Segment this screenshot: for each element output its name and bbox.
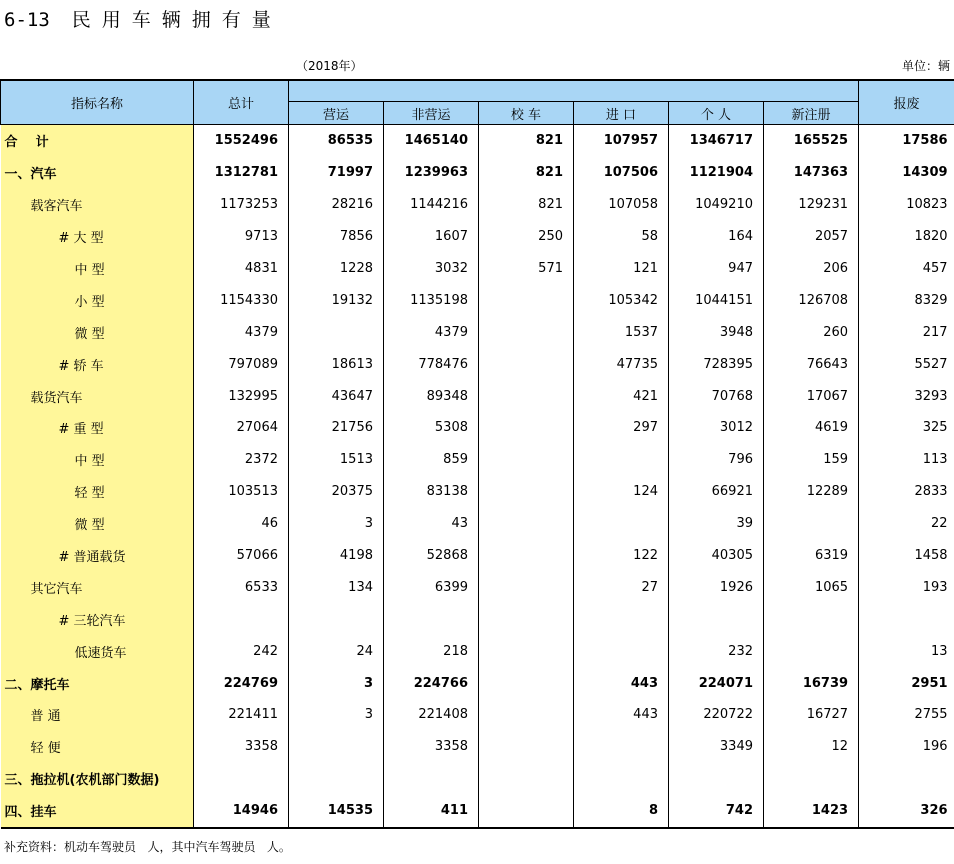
- cell-value: 1820: [859, 221, 954, 253]
- cell-value: 232: [669, 635, 764, 667]
- unit-label: 单位：辆: [901, 59, 950, 73]
- cell-value: [479, 412, 574, 444]
- header-personal: 个 人: [669, 102, 764, 125]
- cell-value: 1239963: [384, 157, 479, 189]
- table-row: [1, 540, 954, 572]
- cell-value: 193: [859, 571, 954, 603]
- cell-value: 4619: [764, 412, 859, 444]
- header-group: [289, 80, 859, 102]
- row-label: [1, 444, 194, 476]
- row-label-text: # 大 型: [58, 231, 104, 247]
- table-row: [1, 731, 954, 763]
- cell-value: 19132: [289, 284, 384, 316]
- header-non-operating: 非营运: [384, 102, 479, 125]
- year-label: （2018年）: [296, 59, 363, 73]
- cell-value: 221408: [384, 699, 479, 731]
- row-label: [1, 508, 194, 540]
- table-title: 民用车辆拥有量: [71, 9, 282, 31]
- header-scrapped: 报废: [859, 80, 954, 125]
- cell-value: 46: [194, 508, 289, 540]
- cell-value: 113: [859, 444, 954, 476]
- cell-value: 4831: [194, 253, 289, 285]
- table-row: [1, 316, 954, 348]
- cell-value: 571: [479, 253, 574, 285]
- cell-value: 4379: [194, 316, 289, 348]
- row-label-text: 载货汽车: [30, 390, 83, 406]
- cell-value: 220722: [669, 699, 764, 731]
- cell-value: 27: [574, 571, 669, 603]
- cell-value: [479, 444, 574, 476]
- cell-value: 165525: [764, 125, 859, 157]
- row-label: [1, 157, 194, 189]
- cell-value: 40305: [669, 540, 764, 572]
- cell-value: [479, 635, 574, 667]
- cell-value: [479, 763, 574, 795]
- cell-value: [479, 508, 574, 540]
- header-imported: 进 口: [574, 102, 669, 125]
- cell-value: 1552496: [194, 125, 289, 157]
- cell-value: 147363: [764, 157, 859, 189]
- row-label: [1, 635, 194, 667]
- cell-value: 52868: [384, 540, 479, 572]
- cell-value: [859, 603, 954, 635]
- cell-value: [764, 763, 859, 795]
- row-label: [1, 348, 194, 380]
- cell-value: 9713: [194, 221, 289, 253]
- cell-value: 132995: [194, 380, 289, 412]
- cell-value: 1144216: [384, 189, 479, 221]
- cell-value: 3: [289, 667, 384, 699]
- cell-value: [479, 603, 574, 635]
- cell-value: 411: [384, 795, 479, 828]
- row-label-text: 四、挂车: [4, 805, 57, 821]
- cell-value: 1458: [859, 540, 954, 572]
- cell-value: 3032: [384, 253, 479, 285]
- cell-value: 28216: [289, 189, 384, 221]
- cell-value: 70768: [669, 380, 764, 412]
- row-label: [1, 221, 194, 253]
- cell-value: 17586: [859, 125, 954, 157]
- row-label: [1, 476, 194, 508]
- cell-value: 250: [479, 221, 574, 253]
- cell-value: 18613: [289, 348, 384, 380]
- cell-value: 1228: [289, 253, 384, 285]
- cell-value: 242: [194, 635, 289, 667]
- cell-value: 821: [479, 157, 574, 189]
- cell-value: 457: [859, 253, 954, 285]
- cell-value: 217: [859, 316, 954, 348]
- table-row: [1, 125, 954, 157]
- row-label: [1, 540, 194, 572]
- cell-value: [574, 763, 669, 795]
- row-label-text: 中 型: [74, 263, 105, 278]
- cell-value: [669, 603, 764, 635]
- header-total: 总计: [194, 80, 289, 125]
- cell-value: 224766: [384, 667, 479, 699]
- header-newly-registered: 新注册: [764, 102, 859, 125]
- cell-value: 122: [574, 540, 669, 572]
- row-label-text: # 普通载货: [58, 550, 126, 566]
- cell-value: 39: [669, 508, 764, 540]
- table-row: [1, 348, 954, 380]
- row-label: [1, 316, 194, 348]
- row-label: [1, 731, 194, 763]
- cell-value: 3: [289, 508, 384, 540]
- cell-value: 103513: [194, 476, 289, 508]
- cell-value: 20375: [289, 476, 384, 508]
- cell-value: 43647: [289, 380, 384, 412]
- cell-value: 260: [764, 316, 859, 348]
- cell-value: 325: [859, 412, 954, 444]
- cell-value: [289, 763, 384, 795]
- cell-value: 14946: [194, 795, 289, 828]
- cell-value: 66921: [669, 476, 764, 508]
- cell-value: 5308: [384, 412, 479, 444]
- cell-value: [479, 316, 574, 348]
- cell-value: [479, 284, 574, 316]
- row-label-text: # 重 型: [58, 422, 104, 438]
- cell-value: 6319: [764, 540, 859, 572]
- cell-value: 47735: [574, 348, 669, 380]
- row-label-text: 一、汽车: [4, 167, 57, 183]
- cell-value: [479, 540, 574, 572]
- row-label-text: 二、摩托车: [4, 677, 70, 693]
- row-label-text: 轻 型: [74, 486, 105, 502]
- cell-value: 1044151: [669, 284, 764, 316]
- cell-value: [574, 508, 669, 540]
- table-row: [1, 380, 954, 412]
- cell-value: 27064: [194, 412, 289, 444]
- cell-value: [479, 571, 574, 603]
- cell-value: [289, 316, 384, 348]
- cell-value: [574, 603, 669, 635]
- cell-value: 1513: [289, 444, 384, 476]
- cell-value: 121: [574, 253, 669, 285]
- cell-value: 821: [479, 125, 574, 157]
- row-label-text: 三、拖拉机(农机部门数据): [4, 773, 160, 789]
- cell-value: 221411: [194, 699, 289, 731]
- cell-value: 10823: [859, 189, 954, 221]
- table-row: [1, 444, 954, 476]
- cell-value: [479, 731, 574, 763]
- cell-value: 3358: [194, 731, 289, 763]
- cell-value: 859: [384, 444, 479, 476]
- cell-value: 796: [669, 444, 764, 476]
- table-row: [1, 476, 954, 508]
- cell-value: 107957: [574, 125, 669, 157]
- cell-value: 3012: [669, 412, 764, 444]
- cell-value: [859, 763, 954, 795]
- cell-value: [479, 380, 574, 412]
- row-label-text: 普 通: [30, 709, 61, 725]
- cell-value: 297: [574, 412, 669, 444]
- cell-value: 2755: [859, 699, 954, 731]
- cell-value: [479, 476, 574, 508]
- cell-value: 196: [859, 731, 954, 763]
- cell-value: 13: [859, 635, 954, 667]
- cell-value: 129231: [764, 189, 859, 221]
- cell-value: [574, 635, 669, 667]
- cell-value: 105342: [574, 284, 669, 316]
- cell-value: 4198: [289, 540, 384, 572]
- cell-value: 443: [574, 667, 669, 699]
- table-number: 6-13: [4, 9, 50, 31]
- cell-value: 24: [289, 635, 384, 667]
- row-label: [1, 699, 194, 731]
- cell-value: 947: [669, 253, 764, 285]
- cell-value: [194, 603, 289, 635]
- cell-value: 43: [384, 508, 479, 540]
- table-row: [1, 603, 954, 635]
- row-label-text: 其它汽车: [30, 581, 83, 597]
- table-row: [1, 667, 954, 699]
- row-label-text: 中 型: [74, 454, 105, 470]
- cell-value: 224769: [194, 667, 289, 699]
- row-label: [1, 795, 194, 828]
- cell-value: 6533: [194, 571, 289, 603]
- cell-value: 17067: [764, 380, 859, 412]
- cell-value: [479, 795, 574, 828]
- cell-value: 1065: [764, 571, 859, 603]
- cell-value: 159: [764, 444, 859, 476]
- cell-value: 1154330: [194, 284, 289, 316]
- cell-value: [289, 731, 384, 763]
- cell-value: 1346717: [669, 125, 764, 157]
- table-row: [1, 284, 954, 316]
- row-label: [1, 412, 194, 444]
- cell-value: 1312781: [194, 157, 289, 189]
- row-label-text: 微 型: [74, 518, 105, 534]
- row-label: [1, 380, 194, 412]
- row-label-text: 小 型: [74, 294, 105, 310]
- table-row: [1, 635, 954, 667]
- table-row: [1, 412, 954, 444]
- cell-value: 797089: [194, 348, 289, 380]
- table-row: [1, 571, 954, 603]
- cell-value: [669, 763, 764, 795]
- vehicle-ownership-table: [0, 79, 954, 829]
- cell-value: 3948: [669, 316, 764, 348]
- cell-value: 2372: [194, 444, 289, 476]
- cell-value: 821: [479, 189, 574, 221]
- cell-value: 2057: [764, 221, 859, 253]
- row-label: [1, 189, 194, 221]
- row-label: [1, 253, 194, 285]
- cell-value: 1465140: [384, 125, 479, 157]
- cell-value: [384, 603, 479, 635]
- cell-value: 6399: [384, 571, 479, 603]
- cell-value: [574, 731, 669, 763]
- cell-value: 1121904: [669, 157, 764, 189]
- row-label-text: # 轿 车: [58, 358, 104, 374]
- cell-value: 8: [574, 795, 669, 828]
- cell-value: 107506: [574, 157, 669, 189]
- cell-value: 57066: [194, 540, 289, 572]
- row-label-text: 合 计: [4, 135, 49, 151]
- cell-value: 1537: [574, 316, 669, 348]
- cell-value: 5527: [859, 348, 954, 380]
- cell-value: 728395: [669, 348, 764, 380]
- row-label: [1, 284, 194, 316]
- cell-value: 22: [859, 508, 954, 540]
- cell-value: [479, 699, 574, 731]
- cell-value: [289, 603, 384, 635]
- cell-value: 58: [574, 221, 669, 253]
- cell-value: 107058: [574, 189, 669, 221]
- cell-value: 218: [384, 635, 479, 667]
- cell-value: [194, 763, 289, 795]
- table-row: [1, 253, 954, 285]
- cell-value: 326: [859, 795, 954, 828]
- row-label: [1, 571, 194, 603]
- header-school-bus: 校 车: [479, 102, 574, 125]
- table-row: [1, 189, 954, 221]
- row-label-text: 微 型: [74, 326, 105, 342]
- cell-value: 3358: [384, 731, 479, 763]
- row-label: [1, 603, 194, 635]
- cell-value: [764, 508, 859, 540]
- cell-value: 134: [289, 571, 384, 603]
- table-row: [1, 795, 954, 828]
- cell-value: [574, 444, 669, 476]
- cell-value: 83138: [384, 476, 479, 508]
- cell-value: 21756: [289, 412, 384, 444]
- cell-value: 7856: [289, 221, 384, 253]
- row-label-text: 载客汽车: [30, 199, 83, 215]
- cell-value: 89348: [384, 380, 479, 412]
- header-indicator: 指标名称: [1, 80, 194, 125]
- cell-value: 1926: [669, 571, 764, 603]
- cell-value: 14535: [289, 795, 384, 828]
- table-row: [1, 157, 954, 189]
- table-row: [1, 221, 954, 253]
- cell-value: 443: [574, 699, 669, 731]
- cell-value: 86535: [289, 125, 384, 157]
- cell-value: 12289: [764, 476, 859, 508]
- cell-value: 224071: [669, 667, 764, 699]
- row-label: [1, 763, 194, 795]
- cell-value: 778476: [384, 348, 479, 380]
- cell-value: 1607: [384, 221, 479, 253]
- cell-value: 16727: [764, 699, 859, 731]
- cell-value: [479, 348, 574, 380]
- cell-value: 1049210: [669, 189, 764, 221]
- cell-value: 2833: [859, 476, 954, 508]
- cell-value: 3: [289, 699, 384, 731]
- cell-value: 3349: [669, 731, 764, 763]
- cell-value: 124: [574, 476, 669, 508]
- table-row: [1, 699, 954, 731]
- cell-value: 206: [764, 253, 859, 285]
- row-label-text: 轻 便: [30, 741, 61, 757]
- cell-value: 1135198: [384, 284, 479, 316]
- cell-value: [384, 763, 479, 795]
- row-label: [1, 125, 194, 157]
- cell-value: 1423: [764, 795, 859, 828]
- table-row: [1, 763, 954, 795]
- cell-value: 3293: [859, 380, 954, 412]
- row-label-text: # 三轮汽车: [58, 613, 126, 629]
- cell-value: 164: [669, 221, 764, 253]
- cell-value: 126708: [764, 284, 859, 316]
- cell-value: 742: [669, 795, 764, 828]
- cell-value: 12: [764, 731, 859, 763]
- cell-value: 8329: [859, 284, 954, 316]
- page-title: [4, 5, 282, 32]
- table-row: [1, 508, 954, 540]
- cell-value: 2951: [859, 667, 954, 699]
- cell-value: 71997: [289, 157, 384, 189]
- cell-value: [764, 603, 859, 635]
- cell-value: 4379: [384, 316, 479, 348]
- cell-value: 14309: [859, 157, 954, 189]
- cell-value: [479, 667, 574, 699]
- cell-value: 16739: [764, 667, 859, 699]
- header-operating: 营运: [289, 102, 384, 125]
- cell-value: 421: [574, 380, 669, 412]
- row-label: [1, 667, 194, 699]
- table-body: [1, 125, 954, 828]
- row-label-text: 低速货车: [74, 645, 127, 661]
- cell-value: 76643: [764, 348, 859, 380]
- footnote: 补充资料：机动车驾驶员 人，其中汽车驾驶员 人。: [4, 840, 291, 854]
- cell-value: [764, 635, 859, 667]
- cell-value: 1173253: [194, 189, 289, 221]
